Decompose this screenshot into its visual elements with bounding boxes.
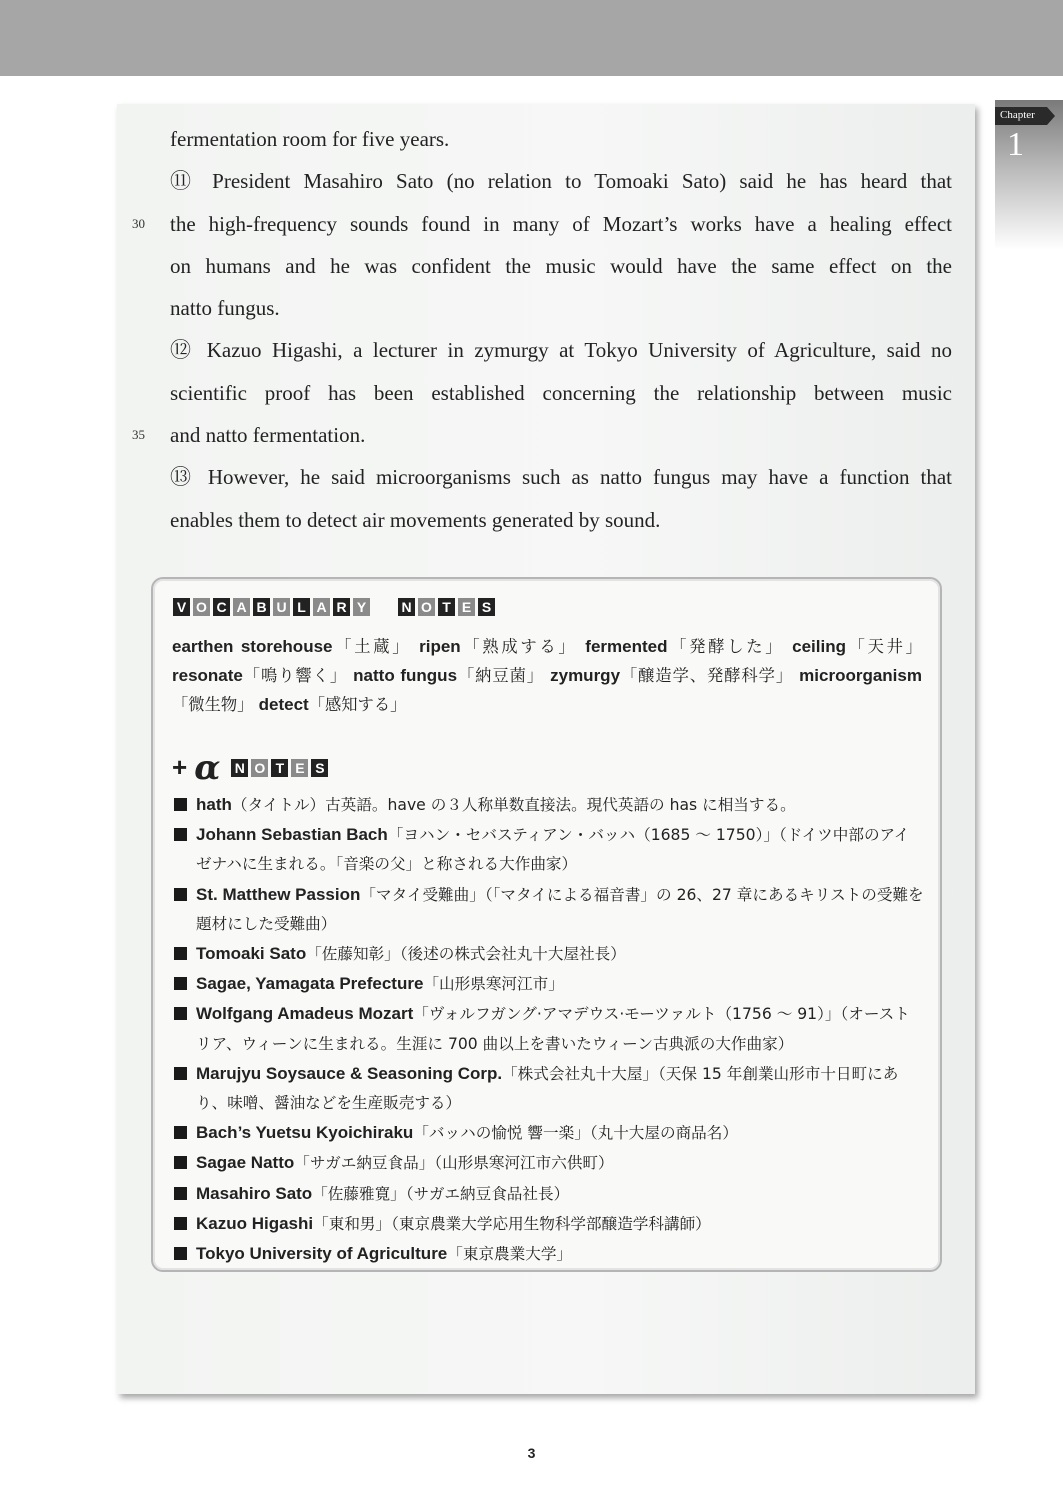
note-term: Masahiro Sato: [196, 1183, 313, 1203]
plus-sign: +: [172, 752, 188, 782]
heading-letter-box: O: [193, 598, 210, 616]
note-description: 「東京農業大学」: [447, 1245, 573, 1264]
note-item: [172, 1059, 924, 1118]
note-term: Marujyu Soysauce & Seasoning Corp.: [196, 1063, 503, 1083]
passage-line: [132, 203, 952, 245]
heading-letter-box: C: [213, 598, 230, 616]
heading-letter-box: R: [333, 598, 350, 616]
vocab-entry: [792, 637, 922, 656]
right-margin-strip: [995, 76, 1063, 1500]
passage-text: natto fungus.: [170, 296, 280, 321]
vocab-entry: [172, 637, 411, 656]
note-term: Kazuo Higashi: [196, 1213, 314, 1233]
note-item: [172, 1209, 924, 1239]
heading-letter-box: L: [293, 598, 310, 616]
heading-letter-box: V: [173, 598, 190, 616]
passage-text: ⑫ Kazuo Higashi, a lecturer in zymurgy at Tokyo University of Agriculture, said no: [170, 338, 952, 363]
note-item: [172, 790, 924, 820]
vocab-term: ripen: [419, 637, 461, 656]
vocab-gloss: 「熟成する」: [460, 637, 578, 656]
heading-letter-box: O: [251, 759, 268, 777]
heading-letter-box: B: [253, 598, 270, 616]
vocab-gloss: 「鳴り響く」: [242, 666, 348, 685]
vocab-entry: [259, 695, 407, 714]
note-term: Tomoaki Sato: [196, 944, 307, 964]
heading-letter-box: N: [231, 759, 248, 777]
note-term: Sagae, Yamagata Prefecture: [196, 974, 424, 994]
note-description: （タイトル）古英語。have の３人称単数直接法。現代英語の has に相当する。: [231, 796, 796, 814]
heading-letter-box: Y: [353, 598, 370, 616]
note-term: Sagae Natto: [196, 1153, 295, 1173]
vocabulary-notes-heading: [173, 598, 495, 616]
passage-text: the high-frequency sounds found in many of Mozart’s works have a healing effect: [170, 211, 952, 236]
heading-letter-box: T: [438, 598, 455, 616]
reading-passage: [132, 118, 952, 541]
line-number: 35: [132, 427, 145, 443]
vocab-gloss: 「微生物」: [172, 695, 254, 714]
passage-line: [132, 414, 952, 456]
note-description: 「ヴォルフガング·アマデウス·モーツァルト（1756 〜 91）」（オーストリア、ウィーンに生まれる。生涯に 700 曲以上を書いたウィーン古典派の大作曲家）: [196, 1005, 910, 1053]
vocab-term: fermented: [585, 637, 668, 656]
alpha-notes-list: [172, 790, 924, 1269]
heading-letter-box: A: [313, 598, 330, 616]
heading-letter-box: E: [291, 759, 308, 777]
passage-text: ⑬ However, he said microorganisms such as natto fungus may have a function that: [170, 465, 952, 490]
note-term: hath: [196, 795, 232, 814]
heading-letter-box: T: [271, 759, 288, 777]
passage-line: [170, 160, 952, 202]
passage-line: [170, 499, 952, 541]
note-term: Wolfgang Amadeus Mozart: [196, 1004, 414, 1024]
passage-text: ⑪ President Masahiro Sato (no relation to Tomoaki Sato) said he has heard that: [170, 169, 952, 194]
passage-line: [170, 118, 952, 160]
heading-letter-box: S: [478, 598, 495, 616]
heading-letter-box: N: [398, 598, 415, 616]
note-term: St. Matthew Passion: [196, 884, 361, 904]
note-description: 「山形県寒河江市」: [423, 975, 564, 994]
passage-line: [170, 329, 952, 371]
vocab-gloss: 「納豆菌」: [457, 666, 544, 685]
passage-line: [170, 245, 952, 287]
heading-letter-box: O: [418, 598, 435, 616]
note-term: Bach’s Yuetsu Kyoichiraku: [196, 1123, 414, 1143]
note-description: 「株式会社丸十大屋」（天保 15 年創業山形市十日町にあり、味噌、醤油などを生産販売する）: [196, 1064, 899, 1113]
note-item: [172, 969, 924, 999]
page-number: 3: [527, 1445, 536, 1461]
note-item: [172, 820, 924, 879]
note-description: 「バッハの愉悦 響一楽」（丸十大屋の商品名）: [413, 1124, 738, 1143]
vocab-gloss: 「天井」: [845, 637, 922, 656]
vocab-gloss: 「醸造学、発酵科学」: [620, 666, 794, 685]
vocab-entry: [353, 666, 544, 685]
vocab-gloss: 「土蔵」: [332, 637, 412, 656]
vocab-term: detect: [258, 695, 309, 714]
passage-line: [170, 456, 952, 498]
vocab-entry: [419, 637, 577, 656]
heading-letter-box: U: [273, 598, 290, 616]
vocab-entry: [172, 666, 347, 685]
vocab-gloss: 「発酵した」: [667, 637, 785, 656]
passage-line: [170, 287, 952, 329]
vocab-term: ceiling: [792, 637, 846, 656]
note-item: [172, 1148, 924, 1178]
passage-text: on humans and he was confident the music would have the same effect on the: [170, 253, 952, 278]
note-item: [172, 999, 924, 1058]
alpha-notes-word: [231, 759, 328, 777]
line-number: 30: [132, 215, 145, 231]
heading-letter-box: A: [233, 598, 250, 616]
alpha-notes-heading: [172, 747, 328, 788]
vocab-term: natto fungus: [353, 666, 458, 685]
vocab-term: zymurgy: [550, 666, 621, 685]
note-item: [172, 939, 924, 969]
vocab-gloss: 「感知する」: [308, 695, 407, 714]
note-item: [172, 1179, 924, 1209]
note-description: 「ヨハン・セバスティアン・バッハ（1685 〜 1750）」（ドイツ中部のアイゼナハに生まれる。「音楽の父」と称される大作曲家）: [196, 826, 910, 874]
note-item: [172, 1239, 924, 1269]
passage-text: and natto fermentation.: [170, 423, 366, 448]
note-description: 「佐藤知彰」（後述の株式会社丸十大屋社長）: [306, 945, 626, 964]
top-header-band: [0, 0, 1063, 76]
note-description: 「サガエ納豆食品」（山形県寒河江市六供町）: [294, 1154, 614, 1173]
note-item: [172, 880, 924, 939]
note-term: Johann Sebastian Bach: [196, 825, 388, 845]
passage-text: scientific proof has been established concerning the relationship between music: [170, 380, 952, 405]
vocab-term: microorganism: [799, 666, 922, 685]
vocab-term: resonate: [172, 666, 243, 685]
chapter-label: Chapter: [995, 107, 1047, 125]
note-description: 「東和男」（東京農業大学応用生物科学部醸造学科講師）: [313, 1214, 711, 1233]
heading-letter-box: S: [311, 759, 328, 777]
passage-line: [170, 372, 952, 414]
alpha-symbol: α: [194, 747, 221, 788]
note-description: 「佐藤雅寛」（サガエ納豆食品社長）: [312, 1184, 570, 1203]
chapter-tab: [995, 100, 1063, 250]
passage-text: fermentation room for five years.: [170, 127, 450, 151]
vocab-term: earthen storehouse: [172, 637, 333, 656]
note-description: 「マタイ受難曲」（「マタイによる福音書」の 26、27 章にあるキリストの受難を題材にした受難曲）: [196, 885, 924, 933]
vocab-entry: [550, 666, 793, 685]
chapter-number: 1: [1007, 126, 1024, 163]
passage-text: enables them to detect air movements generated by sound.: [170, 507, 661, 532]
vocabulary-entries: [172, 632, 922, 719]
heading-letter-box: E: [458, 598, 475, 616]
note-term: Tokyo University of Agriculture: [196, 1244, 448, 1264]
note-item: [172, 1118, 924, 1148]
vocab-entry: [585, 637, 784, 656]
